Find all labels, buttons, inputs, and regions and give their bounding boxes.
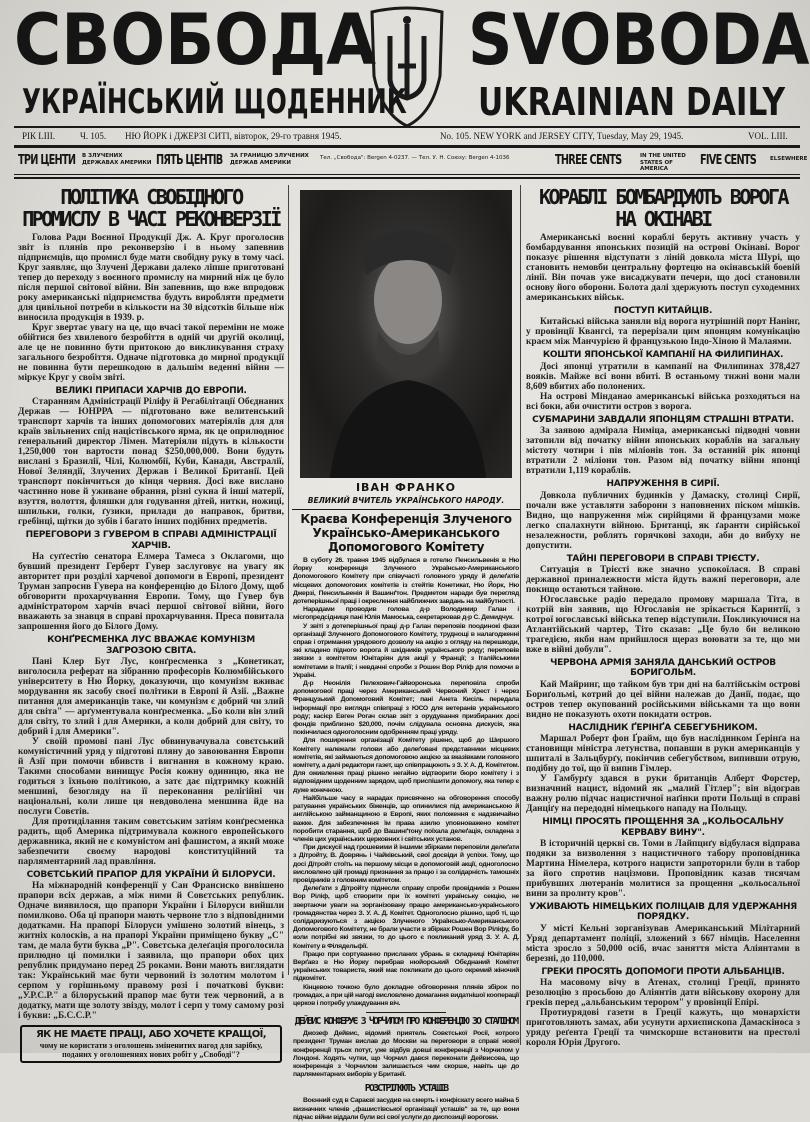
article-paragraph: У місті Кельні зорганізував Американський Мілітарний Уряд департамент поліції, зложений з 667 німців. Населення міста зросло з 50,000 осіб, вчас заняття міста Аліянтами в березні, до 110,000.: [526, 923, 800, 964]
article-paragraph: Круг звертає увагу на це, що вчасі такої переміни не може обійтися без хвилевого безробіття в одній чи другій околиці, але це не повинно бути притокою до викликування страху загального безробіття. Одначе підготовка до мирної продукції не повинна бути перешкодою в дальшім веденні війни — міркує Круг у своїм звіті.: [18, 323, 284, 383]
phone-numbers: Тел. „Свобода": Bergen 4-0237. — Тел. У. Н. Союзу: Bergen 4-1036: [320, 155, 510, 161]
article-paragraph: Маршал Роберт фон Ґрайм, що був наслідником Ґерінґа на становищи міністра летунства, попавши в руки американців у шпиталі в Зальцбурґу, покінчив себегубством, випивши отрую, подібну до тої, що її випив Гімлер.: [526, 734, 800, 775]
section-headline: СУБМАРИНИ ЗАВДАЛИ ЯПОНЦЯМ СТРАШНІ ВТРАТИ.: [532, 414, 794, 425]
price-en-5c-note: ELSEWHERE: [770, 156, 808, 162]
dateline-year: РІК LIII.: [22, 131, 55, 141]
article-paragraph: У Гамбурґу здався в руки британців Алберт Форстер, визначний нацист, відомий як „малий Гітлер"; він відограв важну ролю підчас нацистичної наґінки проти Польщі в справі Данціґу на передодні німецького нападу на Польщу.: [526, 774, 800, 815]
price-ua-5c-note: ЗА ГРАНИЦЮ ЗЛУЧЕНИХ ДЕРЖАВ АМЕРИКИ: [230, 153, 309, 166]
article-paragraph: Китайські війська заняли від ворога нутрішній порт Нанінг, у провінції Квангсі, та перерізали цим японцям комунікацію краєм між Манчурією й французькою Індо-Хіною й Малаями.: [526, 317, 800, 348]
section-headline: КОНҐРЕСМЕНКА ЛУС ВВАЖАЄ КОМУНІЗМ ЗАГРОЗОЮ СВІТА.: [47, 635, 255, 656]
article-paragraph: Кінцевою точкою було докладне обговорення плянів збірок по громадах, а при цій нагоді висловлено домагання видатнішої кооперації церков і потребу улаждування віч.: [293, 983, 519, 1007]
left-column: [18, 186, 284, 1063]
section-headline: КОРАБЛІ БОМБАРДУЮТЬ ВОРОГА НА ОКІНАВІ: [538, 185, 788, 231]
article-paragraph: Протиурядові газети в Греції кажуть, що монархісти приготовляють замах, аби усунути архиєпископа Дамаскіноса з уряду реґента Греції та чимскорше встановити на престолі короля Юрія Другого.: [526, 1008, 800, 1049]
article-paragraph: Нарадами проводив голова д-р Володимир Галан і місгопредсідниця пані Юлія Мамоська, секретарював д-р С. Демидчук.: [293, 606, 519, 622]
dateline-issue-ua: Ч. 105.: [80, 131, 107, 141]
article-paragraph: Найбільше часу в нарадах присвячено на обговорення способу ратування українських біженців, що опинилися під американською й англійською займанщиною в Европі, яких положення є надзвичайно важке. Для забезпечення їм права азилю уповноважено комітет поробити старання, щоб до Вашинґтону поїхала делеґація, складена з членів цих українських церковних і світських установ.: [293, 794, 519, 843]
portrait-photo: [300, 190, 512, 478]
section-headline: ПЕРЕГОВОРИ З ГУВЕРОМ В СПРАВІ АДМІНІСТРАЦІЇ ХАРЧІВ.: [25, 530, 277, 551]
ad-text: чому не користати з оголошень зміненитих нагод для зарібку, поданих у оголошеннях нових робіт у „Свободі"?: [39, 1041, 263, 1060]
article-paragraph: Американські воєнні кораблі беруть активну участь у бомбардування японських позицій на острові Окінаві. Ворог показує рішення відступати з ліній довкола міста Шурі, що становить немовби центральну фортецю на окінавській боевій лінії. Він почав уже висаджувати печери, що досі становили основу його оборони. Болота далі здержують поступ суходемних американських військ.: [526, 233, 800, 303]
price-ua-3c-note: В ЗЛУЧЕНИХ ДЕРЖАВАХ АМЕРИКИ: [82, 153, 152, 166]
news-text: Джозеф Дейвис, відомий приятель Совєтської Росії, котрого президент Труман вислав до Москви на переговори в справі нової конференції трьох потуг, уже відбув довші конференції з Чорчилом у Лондоні. Ходять чутки, що Чорчил дався переконати Дейвисова, що конференція з Чорчилом залишається чим скорше, навіть ще до парляментарних виборів у Британії.: [293, 1030, 519, 1079]
news-headline: РОЗСТРІЛЮЮТЬ УСТАШІВ: [364, 1083, 448, 1095]
section-headline: НАПРУЖЕННЯ В СИРІЇ.: [606, 479, 720, 490]
section-headline: КОШТИ ЯПОНСЬКОЇ КАМПАНІЇ НА ФИЛИПИНАХ.: [542, 350, 784, 361]
article-paragraph: Югославське радіо передало промову маршала Тіта, в котрій він заявив, що Югославія не зрікається Каринтії, з котрої югославські війська тепер відступили. Покликуючися на Атлантійський чартер, Тіто сказав: „Це було би великою трагедією, якби нам прийшлося щераз воювати за те, що ми вже в війні добули".: [526, 595, 800, 656]
portrait-name: ІВАН ФРАНКО: [355, 481, 457, 494]
advertisement-box[interactable]: [20, 1025, 282, 1063]
article-paragraph: Пані Клер Бут Лус, конґресменка з „Конетикат, виголосила реферат на зібранню професорів Колюмбійського університету в Ню Йорку, доказуючи, що комунізм вживає мордування як засобу своєї політики в Европі й Азії. „Важне питання для американців таке, чи комунізм є добрий чи злий для світа" — арґументувала конґресменка. „Бо коли він злий для світу, то злий і для Америки, а коли добрий для світу, то добрий і для Америки".: [18, 657, 284, 738]
price-ua-5c: ПЯТЬ ЦЕНТІВ: [156, 153, 223, 168]
masthead-title-en: SVOBODA: [468, 0, 810, 81]
column-divider: [520, 185, 521, 1045]
article-paragraph: На міжнародній конференції у Сан Франсиско вивішено прапори всіх держав, а між ними й Совєтських републик. Одначе виявилося, що прапори України і Білоруси вийшли помилково. Оба ці прапори мають червоне тло з відповідними додатками. На прапорі Білоруси умішено золотий вінець, з житніх колосків, а на прапорі України приміщено букву „С" там, де мала бути буква „Р". Совєтська делеґація проголосила прилюдно ці помилки і заявила, що прапори обох цих републик придумано перед 25 роками. Вони мають виглядати так: Український має бути червоний із золотим молотом і серпом у горішньому правому розі і початкові букви: „У.Р.С.Р." а білоруський прапор має бути теж червоний, а в додатку, мати ще золоту звізду, молот і серп у тому самому розі і букви: „Б.С.С.Р.": [18, 881, 284, 1022]
article-paragraph: За заявою адмірала Ниміца, американські підводні човни затопили від початку війни японських кораблів на загальну містоту чотири і пів міліонів тон. За останній рік японці втратили 2 міліони тон. Разом від початку війни японці втратили 1,119 кораблів.: [526, 426, 800, 477]
price-ua-3c: ТРИ ЦЕНТИ: [18, 153, 76, 168]
article-paragraph: Ситуація в Трієсті вже значно успокоїлася. В справі державної приналежности міста йдуть важні переговори, але покищо остаються тайною.: [526, 565, 800, 596]
right-column: [526, 186, 800, 1048]
price-en-5c: FIVE CENTS: [700, 153, 757, 168]
section-headline: ВЕЛИКІ ПРИПАСИ ХАРЧІВ ДО ЕВРОПИ.: [55, 386, 247, 396]
article-paragraph: На суґґестію сенатора Елмера Тамеса з Оклагоми, що бувший президент Герберт Гувер заслуговує на увагу як авторитет при розділі харчевої допомоги в Европі, президент Труман запросив Гувера на конференцію до Білого Дому, щоб обговорити прохарчування Европи. Тому, що Гувер був адміністратором харчів вчасі першої світової війни, його вважають за знавця в справі прохарчування. Преса повитала запрошення його до Білого Дому.: [18, 552, 284, 633]
portrait-caption: ВЕЛИКИЙ ВЧИТЕЛЬ УКРАЇНСЬКОГО НАРОДУ.: [307, 496, 505, 505]
article-paragraph: Кай Майринг, що тайком був три дні на балтійськім острові Бориґольмі, котрий до цеї війни належав до Данії, подає, що остров тепер окупований російськими військами та що вони видно не показують охоти покидати остров.: [526, 679, 800, 720]
section-headline: НІМЦІ ПРОСЯТЬ ПРОЩЕННЯ ЗА „КОЛЬОСАЛЬНУ КЕРВАВУ ВИНУ".: [542, 817, 784, 838]
price-en-3c: THREE CENTS: [555, 153, 622, 168]
section-headline: ТАЙНІ ПЕРЕГОВОРИ В СПРАВІ ТРІЄСТУ.: [566, 553, 760, 564]
dateline-ua: НЮ ЙОРК і ДЖЕРЗІ СИТІ, вівторок, 29-го травня 1945.: [125, 131, 342, 141]
portrait-figure: [300, 190, 512, 478]
section-headline: НАСЛІДНИК ҐЕРІНҐА СЕБЕГУБНИКОМ.: [568, 722, 758, 733]
article-paragraph: В історичній церкві св. Томи в Лайпциґу відбулася відправа подяки за визволення з нацистичного табору проповідника Мартина Німелера, котрого нацисти запроторили були в табор за його спротив націзмови. Проповідник казав тисячам прибувших лютеранів молитися за прощення „кольосальної вини за пролиту кров".: [526, 839, 800, 900]
news-text: Воєнний суд в Сараєві засудив на смерть і конфіскату всего майна 5 визначних членів „фашистівської організації усташів" за те, що вони підчас війни віддали були всі свої услуги до диспозиції ворогови.: [293, 1097, 519, 1121]
masthead-title-ua: СВОБОДА: [14, 0, 377, 81]
price-en-3c-note: IN THE UNITED STATES OF AMERICA: [640, 153, 686, 172]
article-paragraph: Старанням Адміністрації Ріліфу й Регабілітації Обєднаних Держав — ЮНРРА — підготовано вже велитенський транспорт харчів та інших допомогових матеріялів для для країв звільнених спід націстівського ярма, як це оприлюднює генеральний директор Лімен. Матеріяли підуть в кількости 1,250,000 тон вартости понад $250,000,000. Вони будуть вислані з Бразилії, Чілі, Колюмбії, Куби, Канади, Австралії, Нової Зеляндії, Злучених Держав і Великої Британії. Цей транспорт покінчиться до кінця червня. Досі вже вислано частинно нове й уживане обрання, різні сукна й інші матерії, взуття, волоття, фляшки для годування дітей, нитки, ножиці, шпильки, голки, ґузики, прилади до направок, бритви, гребінці, щітки до зубів і багато інших подібних предметів.: [18, 397, 284, 528]
center-article-body: [293, 557, 519, 1008]
column-divider: [288, 185, 289, 975]
article-paragraph: На острові Мінданао американські війська розходяться на всі боки, аби очистити остров з ворога.: [526, 391, 800, 412]
section-headline: ПОЛІТИКА СВОБІДНОГО ПРОМИСЛУ В ЧАСІ РЕКОНВЕРЗІЇ: [22, 185, 280, 231]
trident-icon: [362, 6, 452, 130]
article-paragraph: У своїй промові пані Лус обвинувачувала совєтський комуністичний уряд у підготові пляну до завоювання Европи й Азії при помочи вбивств і вигнання в кожному краю. Такими способами винищує Росія кожну одиницю, яка не годиться з їхньою політикою, а затє дає підтримку кожній меншині, безогляду на її переконання релігійні чи національні, коли лише ця невдоволена меншина йде на послуги Совєтів.: [18, 737, 284, 818]
article-paragraph: На масовому вічу в Атенах, столиці Греції, принято резолюцію з просьбою до Аліянтів дати військову охорону для греків перед „альбанським терором" у провінції Епірі.: [526, 978, 800, 1009]
article-paragraph: Працю при сортуванню присланих убрань в складниці Юнітаріян Верґавз в Ню Йорку перебрав нюйорський Обєднаний Комітет українських товариств, який має покликати до цього окремий жіночий підкомітет.: [293, 950, 519, 983]
article-paragraph: У звіті з дотеперішньої праці д-р Галан переповів поодинокі фази організації Злученого Допомогового Комітету, труднощі в налагодженні справ і отримання урядового дозволу на акцію з огляду на перешкоди, які кладено підного ворога й шкідників українського роду; переповів звязки з комітетом Юнітаріян для акції у Франції; з Італійськими комітетами в Італії; і невдачні спроби з Рошен Вор Ріліф для помочи в Україні.: [293, 622, 519, 679]
section-headline: СОВЄТСЬКИЙ ПРАПОР ДЛЯ УКРАЇНИ Й БІЛОРУСИ.: [26, 870, 276, 881]
article-paragraph: Делеґати з Дітройту піднесли справу спроби провідників з Рошен Вор Ріліф, щоб створити при їх комітеті українську секцію, не звертаючи уваги на зорганізовану працю американсько-українського громадянства через З. У. А. Д. Комітет. Одноголосно рішено, щоб ті, що солідаризуються з акцією Злученого Українсько-Американського Допомогового Комітету, не брали участи в збірках Рошен Вор Ріліфу, бо коли потрібні які звязки, то до цього є покликаний уряд З. У. А. Д. Комітету в Філядельфії.: [293, 885, 519, 950]
article-paragraph: Довкола публичних будинків у Дамаску, столиці Сирії, почали вже уставляти заборони з наповнених піском мішків. Видно, що напруження між сирійцями й французами може легко спалахнути війною. Британці, як ґаранти сирійської незалежности, роблять горячкові заходи, аби до вибуху не допустити.: [526, 490, 800, 551]
article-paragraph: Д-р Неонілія Пелехович-Гайворонська переповіла спроби допомогової праці через Американський Червоний Хрест і через Французький Допомоговий Комітет; пані Анета Кисіль передала інформації про виглядн співпраці з ЮСО для ветеранів українського роду; касієр Евген Рогач склав звіт з орудування призбираних досі фондів приблизно $20,000, почім слідувала основна дискусія, яка покінчилася одноголосним одобренням праці уряду.: [293, 680, 519, 737]
section-headline: УЖИВАЮТЬ НІМЕЦЬКИХ ПОЛІЦАІВ ДЛЯ УДЕРЖАННЯ ПОРЯДКУ.: [529, 902, 797, 923]
masthead-subtitle-en: UKRAINIAN DAILY: [478, 80, 786, 124]
article-paragraph: Для поширення організації Комітету рішено, щоб до Ширшого Комітету належали голови або делеґовані представники місцевих комітетів, які займаються допомоговою акцією за вказівками головного комітету, а далі редактори газет, що співпрацюють з З. У. А. Д. Комітетом. Для оживлення праці рішено негайно відтворити бюро комітету і з відповідним щоденним зарядом, щоб приспішити допомогу, яка тепер є дуже конечною.: [293, 737, 519, 794]
article-paragraph: Голова Ради Воєнної Продукції Дж. А. Круг проголосив звіт із плянів про реконверзію і в ньому запевнив підприємців, що промисл буде мати свобідну руку в тому часі. Круг заявляє, що Злучені Держави далеко ліпше приготовані тепер до переходу з воєнного промислу на мирний ніж це було після першої світової війни. Він запевнив, що вже впродовж року американські підприємства будуть виробляти предмети для цивільної потреби в кількости на 30 відсотків більше ніж виносила продукція в 1939. р.: [18, 233, 284, 323]
article-paragraph: При дискусії над грошевими й іншими збірками переповіли делеґати з Дітройту, В. Доврянь і Чайківський, свої досвіди й успіхи. Тому, що досі Дітройт стоїть на першому місци в допомоговій акції, одноголосно висловлено цій громаді признання за працю і за солідарність тамошніх провідників з головним комітетом.: [293, 844, 519, 884]
section-headline: ГРЕКИ ПРОСЯТЬ ДОПОМОГИ ПРОТИ АЛЬБАНЦІВ.: [541, 966, 785, 977]
divider: [366, 1012, 446, 1013]
article-paragraph: В суботу 26. травня 1945 відбулася в готелю Пенсильвенія в Ню Йорку конференція Злученого Українсько-Американського Допомогового Комітету при співучасті головного уряду й делеґатів місцевих допомогових комітетів із стейтів Конетикат, Ню Йорк, Ню Джерзі, Пенсильвенія й Вашинґтон. Предметом наради був перегляд дотеперішньої праці і окреслення найближчих завдань на майбутності.: [293, 557, 519, 606]
masthead-subtitle-ua: УКРАЇНСЬКИЙ ЩОДЕННИК: [22, 82, 407, 122]
center-article-headline: Краєва Конференція Злученого Українсько-Американського Допомогового Комітету: [300, 512, 512, 554]
news-headline: ДЕЙВИС КОНФЕРУЄ З ЧОРЧИЛОМ ПРО КОНФЕРЕНЦІЮ ЗО СТАЛІНОМ: [294, 1016, 518, 1028]
ad-headline: ЯК НЕ МАЄТЕ ПРАЦІ, АБО ХОЧЕТЕ КРАЩОЇ,: [36, 1029, 266, 1041]
dateline-en: No. 105. NEW YORK and JERSEY CITY, Tuesday, May 29, 1945.: [440, 131, 684, 141]
article-paragraph: Для протиділання таким совєтським затіям конґресменка радить, щоб Америка підтримувала кожного европейського державника, який не є комуністом ані фашистом, а який може забезпечити своєму народові конституційний та парляментарний лад правління.: [18, 817, 284, 868]
center-news: [293, 1016, 519, 1122]
article-paragraph: Досі японці утратили в кампанії на Филипинах 378,427 вояків. Майже всі вони вбиті. В останьому тижні вони мали 8,609 вбитих або полонених.: [526, 361, 800, 392]
dateline-volume: VOL. LIII.: [748, 131, 788, 141]
section-headline: ЧЕРВОНА АРМІЯ ЗАНЯЛА ДАНСЬКИЙ ОСТРОВ БОРИГОЛЬМ.: [550, 658, 776, 679]
center-section: [293, 512, 519, 1122]
section-headline: ПОСТУП КИТАЙЦІВ.: [613, 306, 713, 316]
